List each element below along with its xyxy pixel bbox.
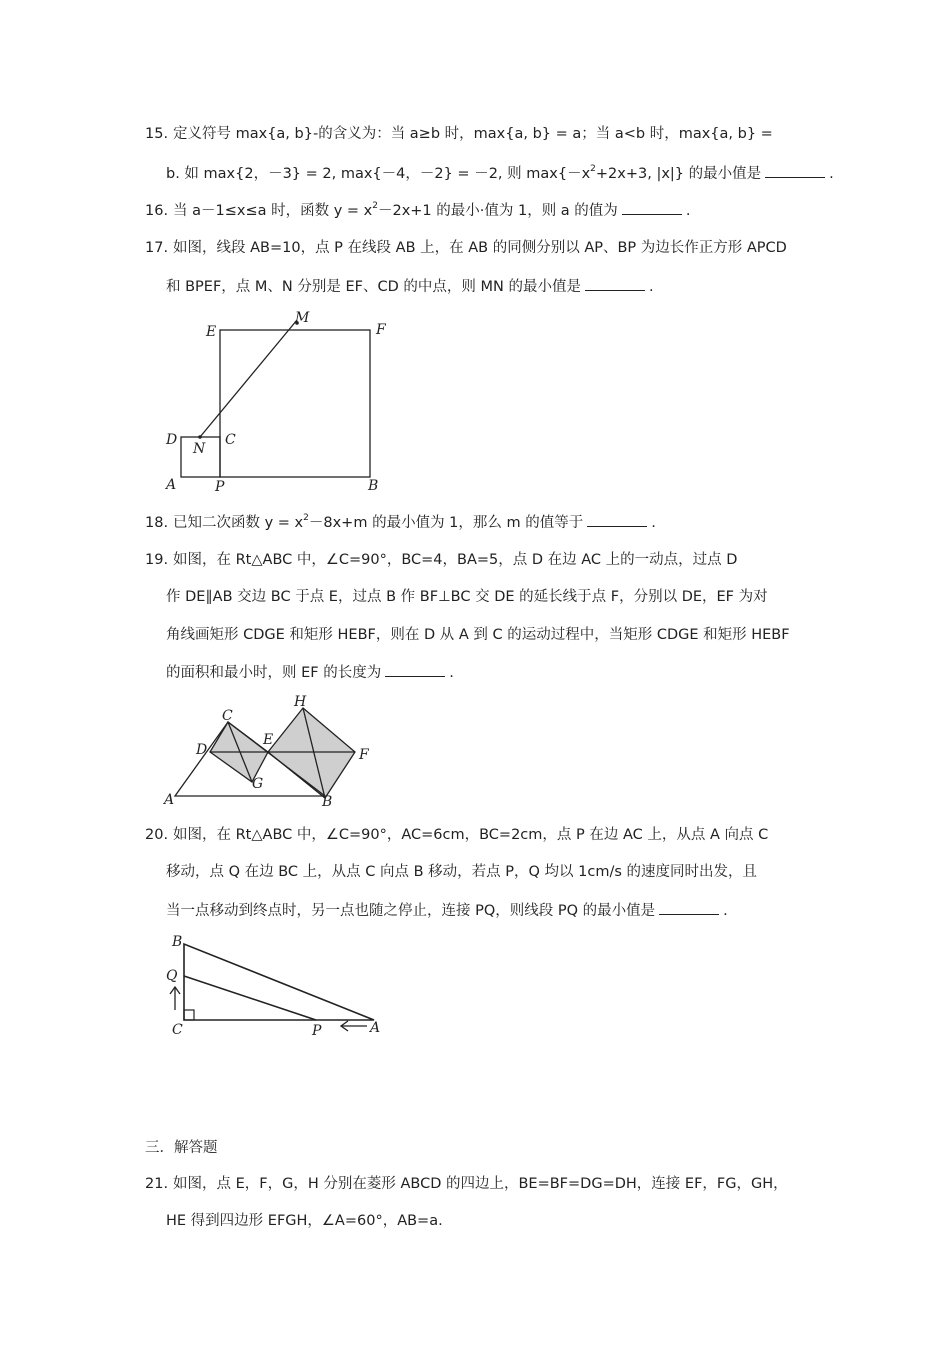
- q15-text-2b: +2x+3, |x|} 的最小值是: [595, 166, 762, 182]
- label-n: N: [193, 441, 206, 457]
- label-d: D: [196, 742, 208, 758]
- q16-number: 16.: [145, 203, 169, 219]
- q15-text-2a: b. 如 max{2，－3} = 2, max{－4，－2} = －2, 则 max{－x: [166, 166, 591, 182]
- q21-number: 21.: [145, 1176, 169, 1192]
- q20-text-3: 当一点移动到终点时，另一点也随之停止，连接 PQ，则线段 PQ 的最小值是: [166, 903, 656, 919]
- q19-answer-blank[interactable]: [385, 662, 445, 677]
- q18-text-a: 已知二次函数 y = x: [173, 515, 304, 531]
- q20-figure: [160, 930, 390, 1040]
- q19-text-2: 作 DE∥AB 交边 BC 于点 E，过点 B 作 BF⊥BC 交 DE 的延长线于点 F，分别以 DE，EF 为对: [166, 589, 768, 605]
- q17-figure: [160, 308, 400, 498]
- q21-text-2: HE 得到四边形 EFGH，∠A=60°，AB=a.: [166, 1213, 443, 1229]
- q18-text-b: －8x+m 的最小值为 1，那么 m 的值等于: [308, 515, 584, 531]
- q17-text-1: 如图，线段 AB=10，点 P 在线段 AB 上，在 AB 的同侧分别以 AP、BP 为边长作正方形 APCD: [173, 240, 787, 256]
- q21-text-1: 如图，点 E，F，G，H 分别在菱形 ABCD 的四边上，BE=BF=DG=DH，连接 EF，FG，GH，: [173, 1176, 788, 1192]
- label-m: M: [295, 310, 310, 326]
- q19-line2: [166, 587, 768, 607]
- q21-line1: [145, 1174, 788, 1194]
- q20-line1: [145, 825, 768, 845]
- q16-text-a: 当 a－1≤x≤a 时，函数 y = x: [173, 203, 373, 219]
- q17-line2: 和 BPEF，点 M、N 分别是 EF、CD 的中点，则 MN 的最小值是 .: [166, 276, 654, 297]
- q19-text-1: 如图，在 Rt△ABC 中，∠C=90°，BC=4，BA=5，点 D 在边 AC 上的一动点，过点 D: [173, 552, 738, 568]
- label-e: E: [206, 324, 217, 340]
- q18-number: 18.: [145, 515, 169, 531]
- q15-number: 15.: [145, 126, 169, 142]
- q17-line1: [145, 238, 787, 258]
- q19-text-4: 的面积和最小时，则 EF 的长度为: [166, 665, 382, 681]
- q16-text-b: －2x+1 的最小·值为 1，则 a 的值为: [377, 203, 618, 219]
- q19-line3: [166, 625, 790, 645]
- q15-line2: b. 如 max{2，－3} = 2, max{－4，－2} = －2, 则 $\max\{-x^2+2x+3$, |x|} 的最小值是 .: [166, 164, 834, 182]
- label-e: E: [263, 732, 274, 748]
- label-b: B: [368, 478, 379, 494]
- label-a: A: [166, 477, 177, 493]
- q17-text-2: 和 BPEF，点 M、N 分别是 EF、CD 的中点，则 MN 的最小值是: [166, 279, 581, 295]
- label-q: Q: [166, 968, 178, 984]
- q16-line: 16. 当 a－1≤x≤a 时，函数 $y = x^2-2x+1$ 的最小·值为 1，则 a 的值为 .: [145, 201, 691, 219]
- q15-superscript: 2: [590, 164, 596, 174]
- q17-number: 17.: [145, 240, 169, 256]
- q19-text-3: 角线画矩形 CDGE 和矩形 HEBF，则在 D 从 A 到 C 的运动过程中，当矩形 CDGE 和矩形 HEBF: [166, 627, 790, 643]
- q20-line2: [166, 862, 757, 882]
- label-g: G: [252, 776, 264, 792]
- q15-answer-blank[interactable]: [765, 163, 825, 178]
- section-heading: 三．解答题: [145, 1140, 218, 1156]
- square-bpef: [220, 330, 370, 477]
- label-f: F: [359, 747, 369, 763]
- q15-text-1: 定义符号 max{a, b}-的含义为：当 a≥b 时，max{a, b} = a；当 a<b 时，max{a, b} =: [173, 126, 773, 142]
- label-b: B: [172, 934, 183, 950]
- right-angle-mark: [184, 1010, 194, 1020]
- q20-line3: 当一点移动到终点时，另一点也随之停止，连接 PQ，则线段 PQ 的最小值是 .: [166, 900, 728, 921]
- q20-text-1: 如图，在 Rt△ABC 中，∠C=90°，AC=6cm，BC=2cm，点 P 在边 AC 上，从点 A 向点 C: [173, 827, 769, 843]
- q20-number: 20.: [145, 827, 169, 843]
- q17-answer-blank[interactable]: [585, 276, 645, 291]
- q19-number: 19.: [145, 552, 169, 568]
- q15-line1: [145, 124, 773, 144]
- q19-figure: [160, 690, 390, 810]
- label-p: P: [312, 1023, 322, 1039]
- triangle-abc: [184, 944, 374, 1020]
- label-h: H: [294, 694, 307, 710]
- label-c: C: [222, 708, 233, 724]
- label-a: A: [164, 792, 175, 808]
- label-b: B: [322, 794, 333, 810]
- label-f: F: [376, 322, 386, 338]
- q20-answer-blank[interactable]: [659, 900, 719, 915]
- q21-line2: [166, 1211, 443, 1231]
- q19-line1: [145, 550, 737, 570]
- q18-answer-blank[interactable]: [587, 512, 647, 527]
- q19-line4: 的面积和最小时，则 EF 的长度为 .: [166, 662, 454, 683]
- q18-line: 18. 已知二次函数 $y = x^2-8x+m$ 的最小值为 1，那么 m 的值等于 .: [145, 513, 656, 531]
- q16-answer-blank[interactable]: [622, 200, 682, 215]
- label-c: C: [225, 432, 236, 448]
- label-a: A: [370, 1020, 381, 1036]
- segment-pq: [184, 976, 316, 1020]
- q18-superscript: 2: [303, 513, 309, 523]
- label-d: D: [166, 432, 178, 448]
- label-p: P: [215, 479, 225, 495]
- label-c: C: [172, 1022, 183, 1038]
- rectangle-hebf: [268, 708, 355, 798]
- q20-text-2: 移动，点 Q 在边 BC 上，从点 C 向点 B 移动，若点 P，Q 均以 1cm/s 的速度同时出发，且: [166, 864, 758, 880]
- q16-superscript: 2: [372, 201, 378, 211]
